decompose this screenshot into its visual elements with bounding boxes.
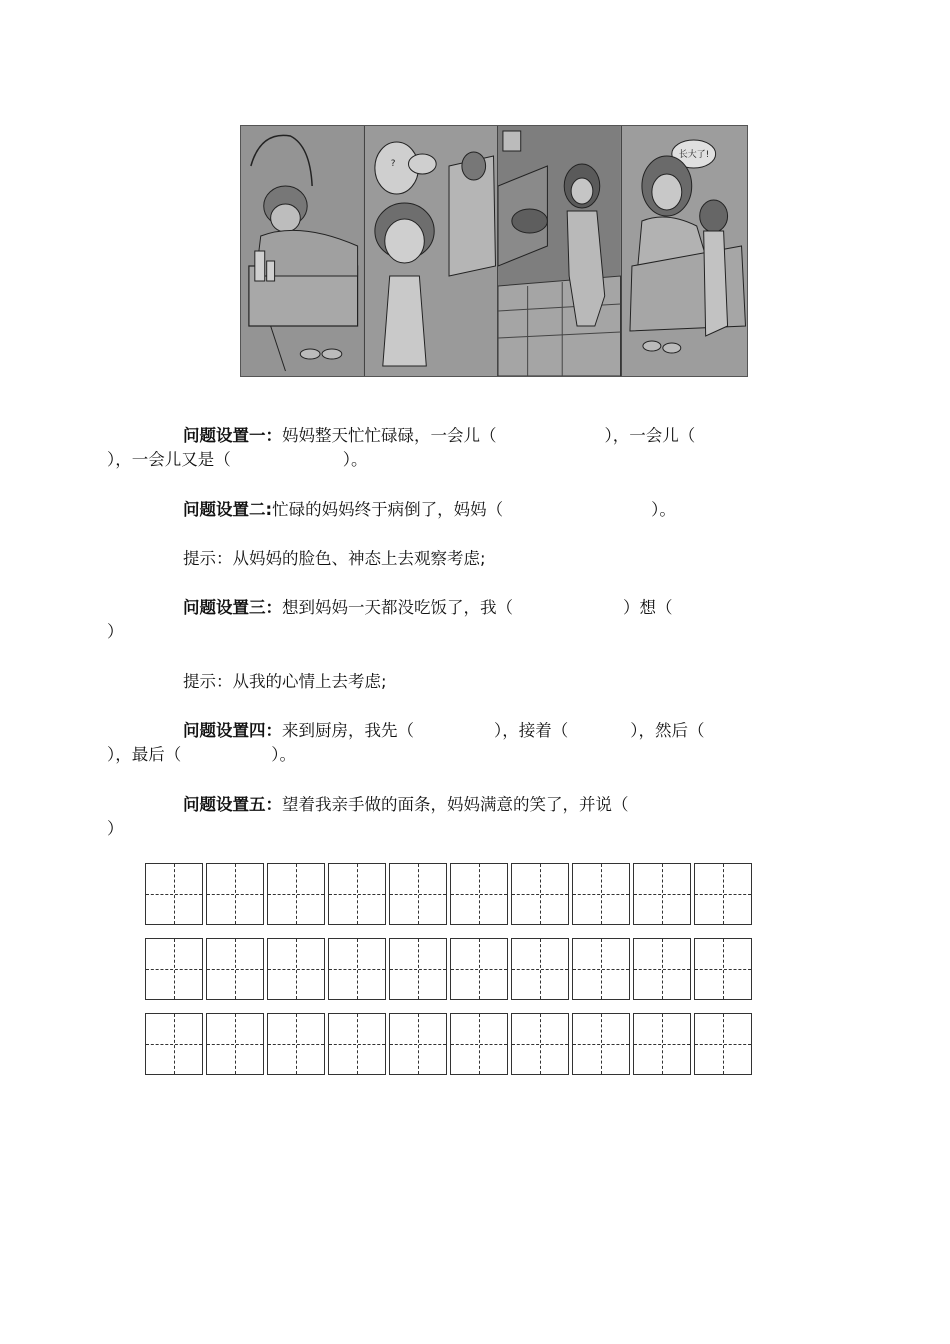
question-5	[107, 793, 785, 841]
question-2	[145, 498, 785, 522]
grid-cell	[328, 938, 386, 1000]
grid-cell	[267, 1013, 325, 1075]
grid-row	[145, 863, 755, 927]
grid-cell	[511, 938, 569, 1000]
question-2-text-a: 忙碌的妈妈终于病倒了，妈妈（	[272, 500, 504, 519]
grid-cell	[694, 863, 752, 925]
grid-cell	[145, 863, 203, 925]
grid-cell	[389, 863, 447, 925]
grid-cell	[511, 1013, 569, 1075]
question-1-label: 问题设置一：	[183, 426, 282, 445]
grid-cell	[572, 863, 630, 925]
grid-cell	[145, 938, 203, 1000]
comic-panel-girl-cooking	[498, 126, 622, 376]
question-1-text-d: ）。	[342, 450, 368, 469]
grid-cell	[267, 938, 325, 1000]
grid-row	[145, 1013, 755, 1077]
grid-cell	[206, 938, 264, 1000]
grid-cell	[633, 863, 691, 925]
question-1-text-c: ），一会儿又是（	[107, 450, 231, 469]
grid-cell	[694, 1013, 752, 1075]
question-1	[107, 424, 785, 472]
grid-cell	[389, 1013, 447, 1075]
question-3-label: 问题设置三：	[183, 598, 282, 617]
question-4-label: 问题设置四：	[183, 721, 282, 740]
comic-panel-mother-sick-in-bed	[241, 126, 365, 376]
grid-cell	[572, 938, 630, 1000]
question-1-text-a: 妈妈整天忙忙碌碌，一会儿（	[282, 426, 497, 445]
comic-panel-mother-smiling	[622, 126, 748, 376]
question-5-label: 问题设置五：	[183, 795, 282, 814]
grid-cell	[328, 863, 386, 925]
question-3-text-a: 想到妈妈一天都没吃饭了，我（	[282, 598, 513, 617]
grid-cell	[328, 1013, 386, 1075]
question-1-text-b: ），一会儿（	[604, 426, 696, 445]
question-5-text-b: ）	[107, 819, 124, 838]
question-3-text-c: ）	[107, 622, 124, 641]
question-4-text-c: ），然后（	[630, 721, 705, 740]
question-4-text-b: ），接着（	[494, 721, 569, 740]
grid-cell	[450, 938, 508, 1000]
question-3-text-b: ）想（	[623, 598, 673, 617]
question-5-text-a: 望着我亲手做的面条，妈妈满意的笑了，并说（	[282, 795, 629, 814]
hint-2: 提示：从我的心情上去考虑;	[183, 672, 387, 691]
grid-cell	[633, 1013, 691, 1075]
grid-cell	[694, 938, 752, 1000]
grid-cell	[145, 1013, 203, 1075]
speech-bubble-text: 长大了!	[678, 149, 709, 161]
grid-cell	[633, 938, 691, 1000]
grid-cell	[206, 863, 264, 925]
grid-cell	[450, 863, 508, 925]
hint-1: 提示：从妈妈的脸色、神态上去观察考虑;	[183, 549, 486, 568]
question-2-text-b: ）。	[651, 500, 676, 519]
question-4	[107, 719, 785, 767]
grid-cell	[572, 1013, 630, 1075]
grid-cell	[389, 938, 447, 1000]
svg-text:?: ?	[390, 158, 395, 170]
question-4-text-a: 来到厨房，我先（	[282, 721, 414, 740]
question-2-label: 问题设置二:	[183, 500, 273, 519]
grid-row	[145, 938, 755, 1002]
grid-cell	[450, 1013, 508, 1075]
comic-strip	[240, 125, 748, 377]
grid-cell	[511, 863, 569, 925]
question-3	[107, 596, 785, 644]
grid-cell	[206, 1013, 264, 1075]
question-4-text-d: ），最后（	[107, 745, 182, 764]
question-4-text-e: ）。	[271, 745, 296, 764]
grid-cell	[267, 863, 325, 925]
comic-panel-girl-thinking	[365, 126, 498, 376]
